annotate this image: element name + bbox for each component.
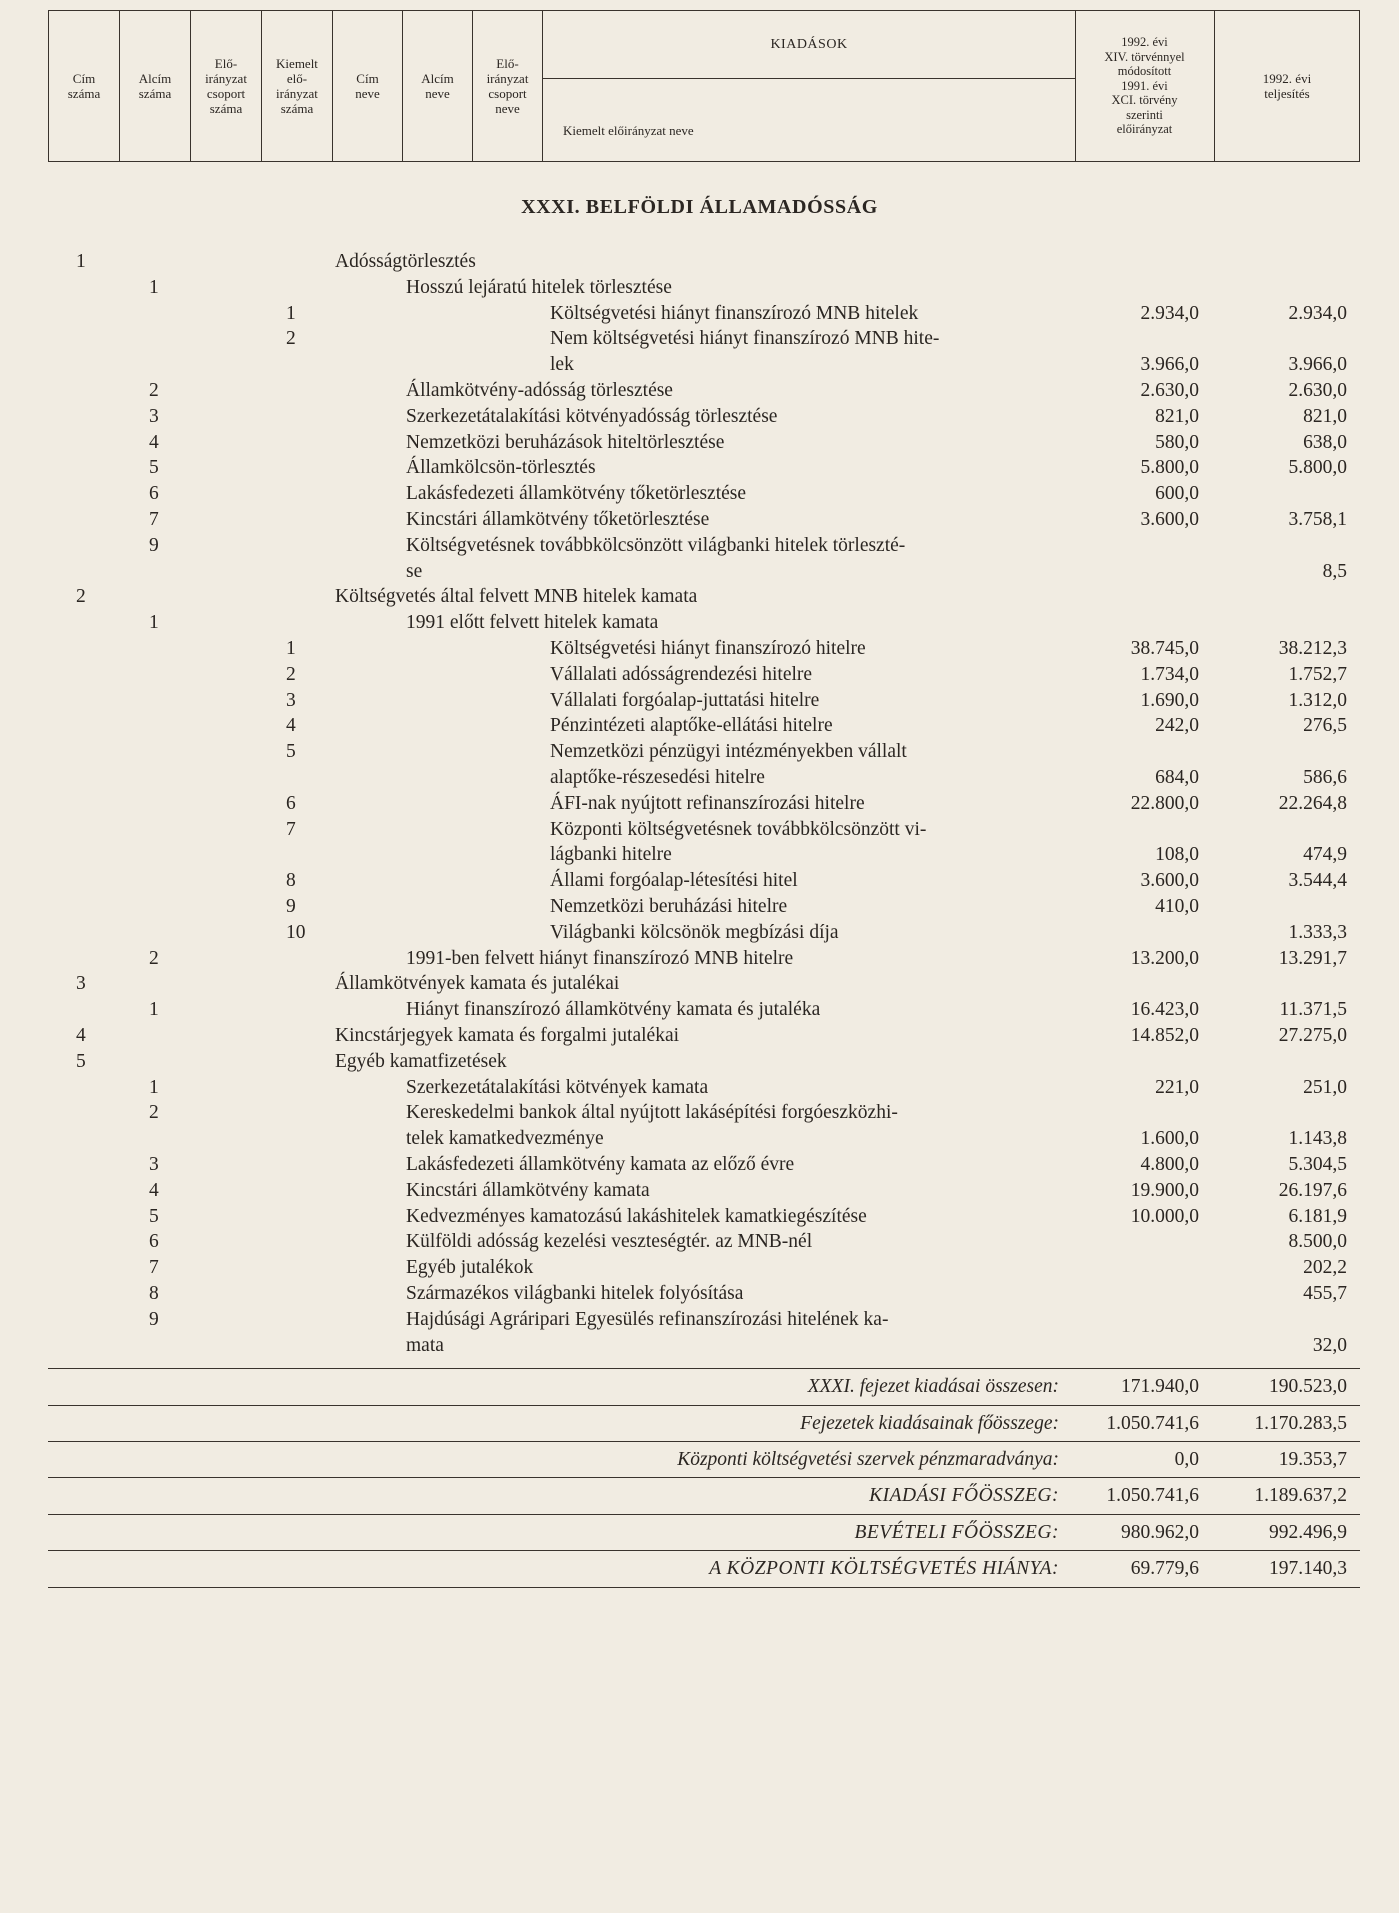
alcim-number: 3 [149,1154,159,1175]
summary-teljesites-value: 1.170.283,5 [1254,1413,1347,1434]
alcim-number: 8 [149,1283,159,1304]
summary-teljesites-value: 19.353,7 [1278,1449,1347,1470]
alcim-name: Lakásfedezeti államkötvény tőketörlesztése [406,483,747,505]
alcim-number: 2 [149,1102,159,1124]
alcim-number: 5 [149,457,159,479]
cim-number: 4 [76,1025,86,1046]
alcim-number: 4 [149,431,159,453]
eloiranyzat-value: 14.852,0 [1130,1025,1199,1046]
summary-eloiranyzat-value: 171.940,0 [1121,1376,1199,1397]
kiemelt-eloiranyzat-name: alaptőke-részesedési hitelre [550,767,765,788]
eloiranyzat-value: 13.200,0 [1130,947,1199,969]
alcim-number: 7 [149,509,159,530]
teljesites-value: 276,5 [1303,715,1347,737]
eloiranyzat-value: 1.734,0 [1140,663,1199,685]
summary-label: A KÖZPONTI KÖLTSÉGVETÉS HIÁNYA: [709,1558,1059,1579]
teljesites-value: 3.758,1 [1288,509,1347,530]
alcim-name: telek kamatkedvezménye [406,1128,604,1150]
cim-number: 5 [76,1050,86,1072]
kiemelt-eloiranyzat-name: Vállalati forgóalap-juttatási hitelre [550,689,820,711]
teljesites-value: 3.966,0 [1288,354,1347,376]
cim-name: Költségvetés által felvett MNB hitelek kamata [335,586,698,608]
teljesites-value: 202,2 [1303,1257,1347,1279]
summary-label: BEVÉTELI FŐÖSSZEG: [854,1522,1059,1543]
summary-teljesites-value: 197.140,3 [1269,1558,1347,1579]
teljesites-value: 251,0 [1303,1076,1347,1098]
alcim-name: Származékos világbanki hitelek folyósítása [406,1283,744,1304]
alcim-name: Hosszú lejáratú hitelek törlesztése [406,276,672,298]
alcim-name: Nemzetközi beruházások hiteltörlesztése [406,431,725,453]
cim-name: Kincstárjegyek kamata és forgalmi jutalékai [335,1025,680,1046]
section-title: XXXI. BELFÖLDI ÁLLAMADÓSSÁG [521,196,878,218]
teljesites-value: 8.500,0 [1288,1231,1347,1253]
alcim-name: se [406,560,423,582]
teljesites-value: 821,0 [1303,405,1347,427]
alcim-number: 1 [149,612,159,634]
eloiranyzat-value: 580,0 [1155,431,1199,453]
eloiranyzat-value: 1.690,0 [1140,689,1199,711]
summary-divider [48,1514,1360,1515]
header-alcim-szama: Alcím száma [120,11,191,161]
alcim-number: 6 [149,483,159,505]
summary-label: Fejezetek kiadásainak főösszege: [800,1413,1059,1434]
eloiranyzat-number: 8 [286,870,296,892]
cim-name: Államkötvények kamata és jutalékai [335,973,620,995]
kiemelt-eloiranyzat-name: Állami forgóalap-létesítési hitel [550,870,798,892]
teljesites-value: 455,7 [1303,1283,1347,1304]
kiemelt-eloiranyzat-name: Nem költségvetési hiányt finanszírozó MNB hite- [550,328,940,350]
eloiranyzat-value: 410,0 [1155,896,1199,917]
summary-eloiranyzat-value: 1.050.741,6 [1106,1485,1199,1506]
header-eloiranyzat-csoport-neve: Elő- irányzat csoport neve [473,11,543,161]
summary-label: KIADÁSI FŐÖSSZEG: [869,1485,1059,1506]
teljesites-value: 474,9 [1303,844,1347,866]
eloiranyzat-number: 2 [286,328,296,350]
header-eloiranyzat-1992: 1992. évi XIV. törvénnyel módosított 1991. évi XCI. törvény szerinti előirányzat [1075,11,1215,161]
alcim-name: Kereskedelmi bankok által nyújtott lakásépítési forgóeszközhi- [406,1102,898,1124]
alcim-number: 9 [149,534,159,556]
eloiranyzat-value: 108,0 [1155,844,1199,866]
eloiranyzat-number: 1 [286,638,296,659]
teljesites-value: 1.312,0 [1288,689,1347,711]
eloiranyzat-number: 2 [286,663,296,685]
header-cim-neve: Cím neve [333,11,403,161]
summary-eloiranyzat-value: 69.779,6 [1130,1558,1199,1579]
eloiranyzat-value: 5.800,0 [1140,457,1199,479]
summary-eloiranyzat-value: 1.050.741,6 [1106,1413,1199,1434]
cim-name: Adósságtörlesztés [335,251,476,272]
alcim-name: Kedvezményes kamatozású lakáshitelek kamatkiegészítése [406,1205,867,1227]
alcim-number: 2 [149,947,159,969]
eloiranyzat-number: 7 [286,818,296,840]
eloiranyzat-value: 16.423,0 [1130,999,1199,1021]
teljesites-value: 26.197,6 [1278,1179,1347,1201]
eloiranyzat-value: 38.745,0 [1130,638,1199,659]
eloiranyzat-value: 22.800,0 [1130,792,1199,814]
alcim-name: 1991-ben felvett hiányt finanszírozó MNB hitelre [406,947,794,969]
summary-divider [48,1405,1360,1406]
eloiranyzat-number: 9 [286,896,296,917]
teljesites-value: 3.544,4 [1288,870,1347,892]
eloiranyzat-number: 1 [286,302,296,324]
alcim-number: 4 [149,1179,159,1201]
kiemelt-eloiranyzat-name: Nemzetközi beruházási hitelre [550,896,788,917]
summary-teljesites-value: 190.523,0 [1269,1376,1347,1397]
alcim-name: Kincstári államkötvény kamata [406,1179,650,1201]
teljesites-value: 6.181,9 [1288,1205,1347,1227]
teljesites-value: 38.212,3 [1278,638,1347,659]
cim-name: Egyéb kamatfizetések [335,1050,507,1072]
eloiranyzat-number: 6 [286,792,296,814]
summary-divider [48,1550,1360,1551]
summary-label: Központi költségvetési szervek pénzmaradványa: [677,1449,1059,1470]
header-eloiranyzat-csoport-szama: Elő- irányzat csoport száma [191,11,262,161]
eloiranyzat-value: 684,0 [1155,767,1199,788]
eloiranyzat-value: 19.900,0 [1130,1179,1199,1201]
cim-number: 1 [76,251,86,272]
teljesites-value: 586,6 [1303,767,1347,788]
kiemelt-eloiranyzat-name: Világbanki kölcsönök megbízási díja [550,921,839,943]
eloiranyzat-value: 4.800,0 [1140,1154,1199,1175]
alcim-number: 1 [149,1076,159,1098]
alcim-name: Külföldi adósság kezelési veszteségtér. az MNB-nél [406,1231,813,1253]
eloiranyzat-number: 10 [286,921,306,943]
eloiranyzat-value: 10.000,0 [1130,1205,1199,1227]
summary-teljesites-value: 992.496,9 [1269,1522,1347,1543]
alcim-number: 2 [149,380,159,401]
teljesites-value: 13.291,7 [1278,947,1347,969]
cim-number: 3 [76,973,86,995]
header-alcim-neve: Alcím neve [403,11,473,161]
teljesites-value: 5.800,0 [1288,457,1347,479]
cim-number: 2 [76,586,86,608]
eloiranyzat-value: 821,0 [1155,405,1199,427]
teljesites-value: 22.264,8 [1278,792,1347,814]
kiemelt-eloiranyzat-name: Központi költségvetésnek továbbkölcsönzött vi- [550,818,927,840]
teljesites-value: 27.275,0 [1278,1025,1347,1046]
alcim-name: Szerkezetátalakítási kötvények kamata [406,1076,709,1098]
alcim-number: 3 [149,405,159,427]
header-teljesites-1992: 1992. évi teljesítés [1262,71,1312,101]
kiemelt-eloiranyzat-name: lek [550,354,574,376]
alcim-name: 1991 előtt felvett hitelek kamata [406,612,659,634]
alcim-name: Szerkezetátalakítási kötvényadósság törlesztése [406,405,778,427]
eloiranyzat-value: 3.966,0 [1140,354,1199,376]
alcim-number: 1 [149,276,159,298]
alcim-number: 5 [149,1205,159,1227]
summary-eloiranyzat-value: 0,0 [1174,1449,1199,1470]
alcim-name: Hajdúsági Agráripari Egyesülés refinanszírozási hitelének ka- [406,1308,889,1330]
alcim-name: mata [406,1334,444,1356]
alcim-name: Kincstári államkötvény tőketörlesztése [406,509,710,530]
kiemelt-eloiranyzat-name: Pénzintézeti alaptőke-ellátási hitelre [550,715,833,737]
teljesites-value: 2.934,0 [1288,302,1347,324]
kiemelt-eloiranyzat-name: lágbanki hitelre [550,844,672,866]
summary-teljesites-value: 1.189.637,2 [1254,1485,1347,1506]
header-cim-szama: Cím száma [49,11,120,161]
header-kiemelt-eloiranyzat-neve: Kiemelt előirányzat neve [563,123,694,138]
alcim-number: 1 [149,999,159,1021]
teljesites-value: 638,0 [1303,431,1347,453]
teljesites-value: 2.630,0 [1288,380,1347,401]
teljesites-value: 32,0 [1312,1334,1347,1356]
eloiranyzat-number: 4 [286,715,296,737]
kiemelt-eloiranyzat-name: Vállalati adósságrendezési hitelre [550,663,813,685]
kiemelt-eloiranyzat-name: Költségvetési hiányt finanszírozó hitelre [550,638,866,659]
teljesites-value: 5.304,5 [1288,1154,1347,1175]
teljesites-value: 8,5 [1322,560,1347,582]
header-kiadasok: KIADÁSOK [543,11,1075,79]
eloiranyzat-number: 5 [286,741,296,763]
alcim-number: 6 [149,1231,159,1253]
header-kiemelt-eloiranyzat-szama: Kiemelt elő- irányzat száma [262,11,333,161]
teljesites-value: 1.143,8 [1288,1128,1347,1150]
eloiranyzat-number: 3 [286,689,296,711]
eloiranyzat-value: 242,0 [1155,715,1199,737]
eloiranyzat-value: 221,0 [1155,1076,1199,1098]
kiemelt-eloiranyzat-name: ÁFI-nak nyújtott refinanszírozási hitelre [550,792,865,814]
alcim-name: Lakásfedezeti államkötvény kamata az előző évre [406,1154,795,1175]
alcim-name: Államkötvény-adósság törlesztése [406,380,673,401]
summary-label: XXXI. fejezet kiadásai összesen: [807,1376,1059,1397]
eloiranyzat-value: 1.600,0 [1140,1128,1199,1150]
alcim-number: 7 [149,1257,159,1279]
alcim-name: Hiányt finanszírozó államkötvény kamata és jutaléka [406,999,821,1021]
alcim-name: Egyéb jutalékok [406,1257,534,1279]
summary-eloiranyzat-value: 980.962,0 [1121,1522,1199,1543]
eloiranyzat-value: 3.600,0 [1140,509,1199,530]
alcim-name: Költségvetésnek továbbkölcsönzött világbanki hitelek törleszté- [406,534,906,556]
kiemelt-eloiranyzat-name: Nemzetközi pénzügyi intézményekben vállalt [550,741,907,763]
teljesites-value: 11.371,5 [1279,999,1347,1021]
eloiranyzat-value: 3.600,0 [1140,870,1199,892]
column-header-table [48,10,1360,162]
summary-divider [48,1477,1360,1478]
summary-divider [48,1587,1360,1588]
eloiranyzat-value: 600,0 [1155,483,1199,505]
summary-divider [48,1368,1360,1369]
eloiranyzat-value: 2.630,0 [1140,380,1199,401]
eloiranyzat-value: 2.934,0 [1140,302,1199,324]
teljesites-value: 1.333,3 [1288,921,1347,943]
kiemelt-eloiranyzat-name: Költségvetési hiányt finanszírozó MNB hitelek [550,302,919,324]
summary-divider [48,1441,1360,1442]
alcim-number: 9 [149,1308,159,1330]
teljesites-value: 1.752,7 [1288,663,1347,685]
alcim-name: Államkölcsön-törlesztés [406,457,596,479]
